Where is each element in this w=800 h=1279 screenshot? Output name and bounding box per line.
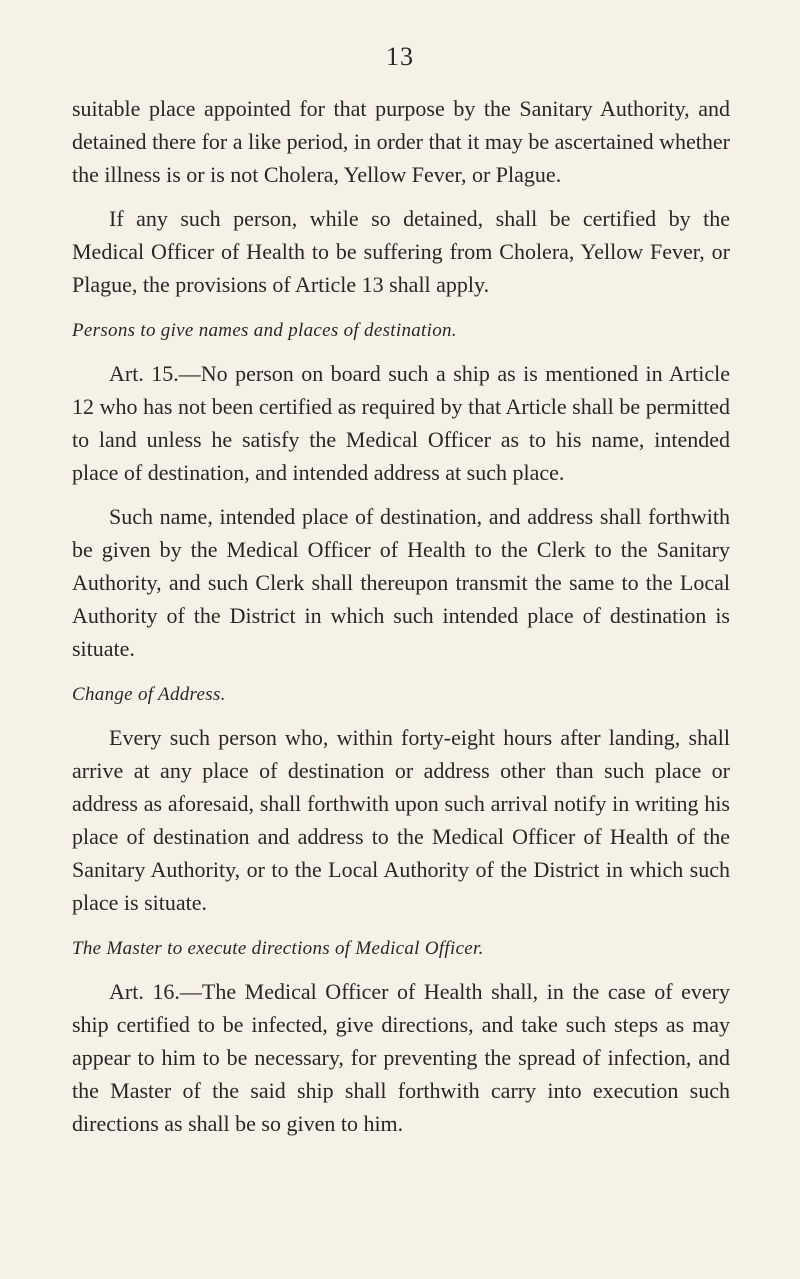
page-body bbox=[72, 92, 730, 1140]
section-heading-change-of-address: Change of Address. bbox=[72, 684, 226, 705]
paragraph-article-15: Art. 15.—No person on board such a ship as is mentioned in Article 12 who has not been certified as required by that Article shall be permitted to land unless he satisfy the Medical Officer as to his name, intended place of destination, and intended address at such place. bbox=[72, 361, 730, 485]
section-heading-names-places: Persons to give names and places of destination. bbox=[72, 320, 457, 341]
paragraph-continuation: suitable place appointed for that purpose by the Sanitary Authority, and detained there for a like period, in order that it may be ascertained whether the illness is or is not Cholera, Yellow Fever, or Plague. bbox=[72, 96, 730, 187]
paragraph-name-destination: Such name, intended place of destination, and address shall forthwith be given by the Medical Officer of Health to the Clerk to the Sanitary Authority, and such Clerk shall thereupon transmit the same to the Local Authority of the District in which such intended place of destination is situate. bbox=[72, 504, 730, 661]
paragraph-article-16: Art. 16.—The Medical Officer of Health shall, in the case of every ship certified to be infected, give directions, and take such steps as may appear to him to be necessary, for preventing the spread of infection, and the Master of the said ship shall forthwith carry into execution such directions as shall be so given to him. bbox=[72, 979, 730, 1136]
section-heading-master-directions: The Master to execute directions of Medical Officer. bbox=[72, 938, 484, 959]
paragraph-change-of-address: Every such person who, within forty-eight hours after landing, shall arrive at any place of destination or address other than such place or address as aforesaid, shall forthwith upon such arrival notify in writing his place of destination and address to the Medical Officer of Health of the Sanitary Authority, or to the Local Authority of the District in which such place is situate. bbox=[72, 725, 730, 915]
page-number: 13 bbox=[386, 42, 414, 71]
paragraph-certified-cholera: If any such person, while so detained, shall be certified by the Medical Officer of Health to be suffering from Cholera, Yellow Fever, or Plague, the provisions of Article 13 shall apply. bbox=[72, 206, 730, 297]
